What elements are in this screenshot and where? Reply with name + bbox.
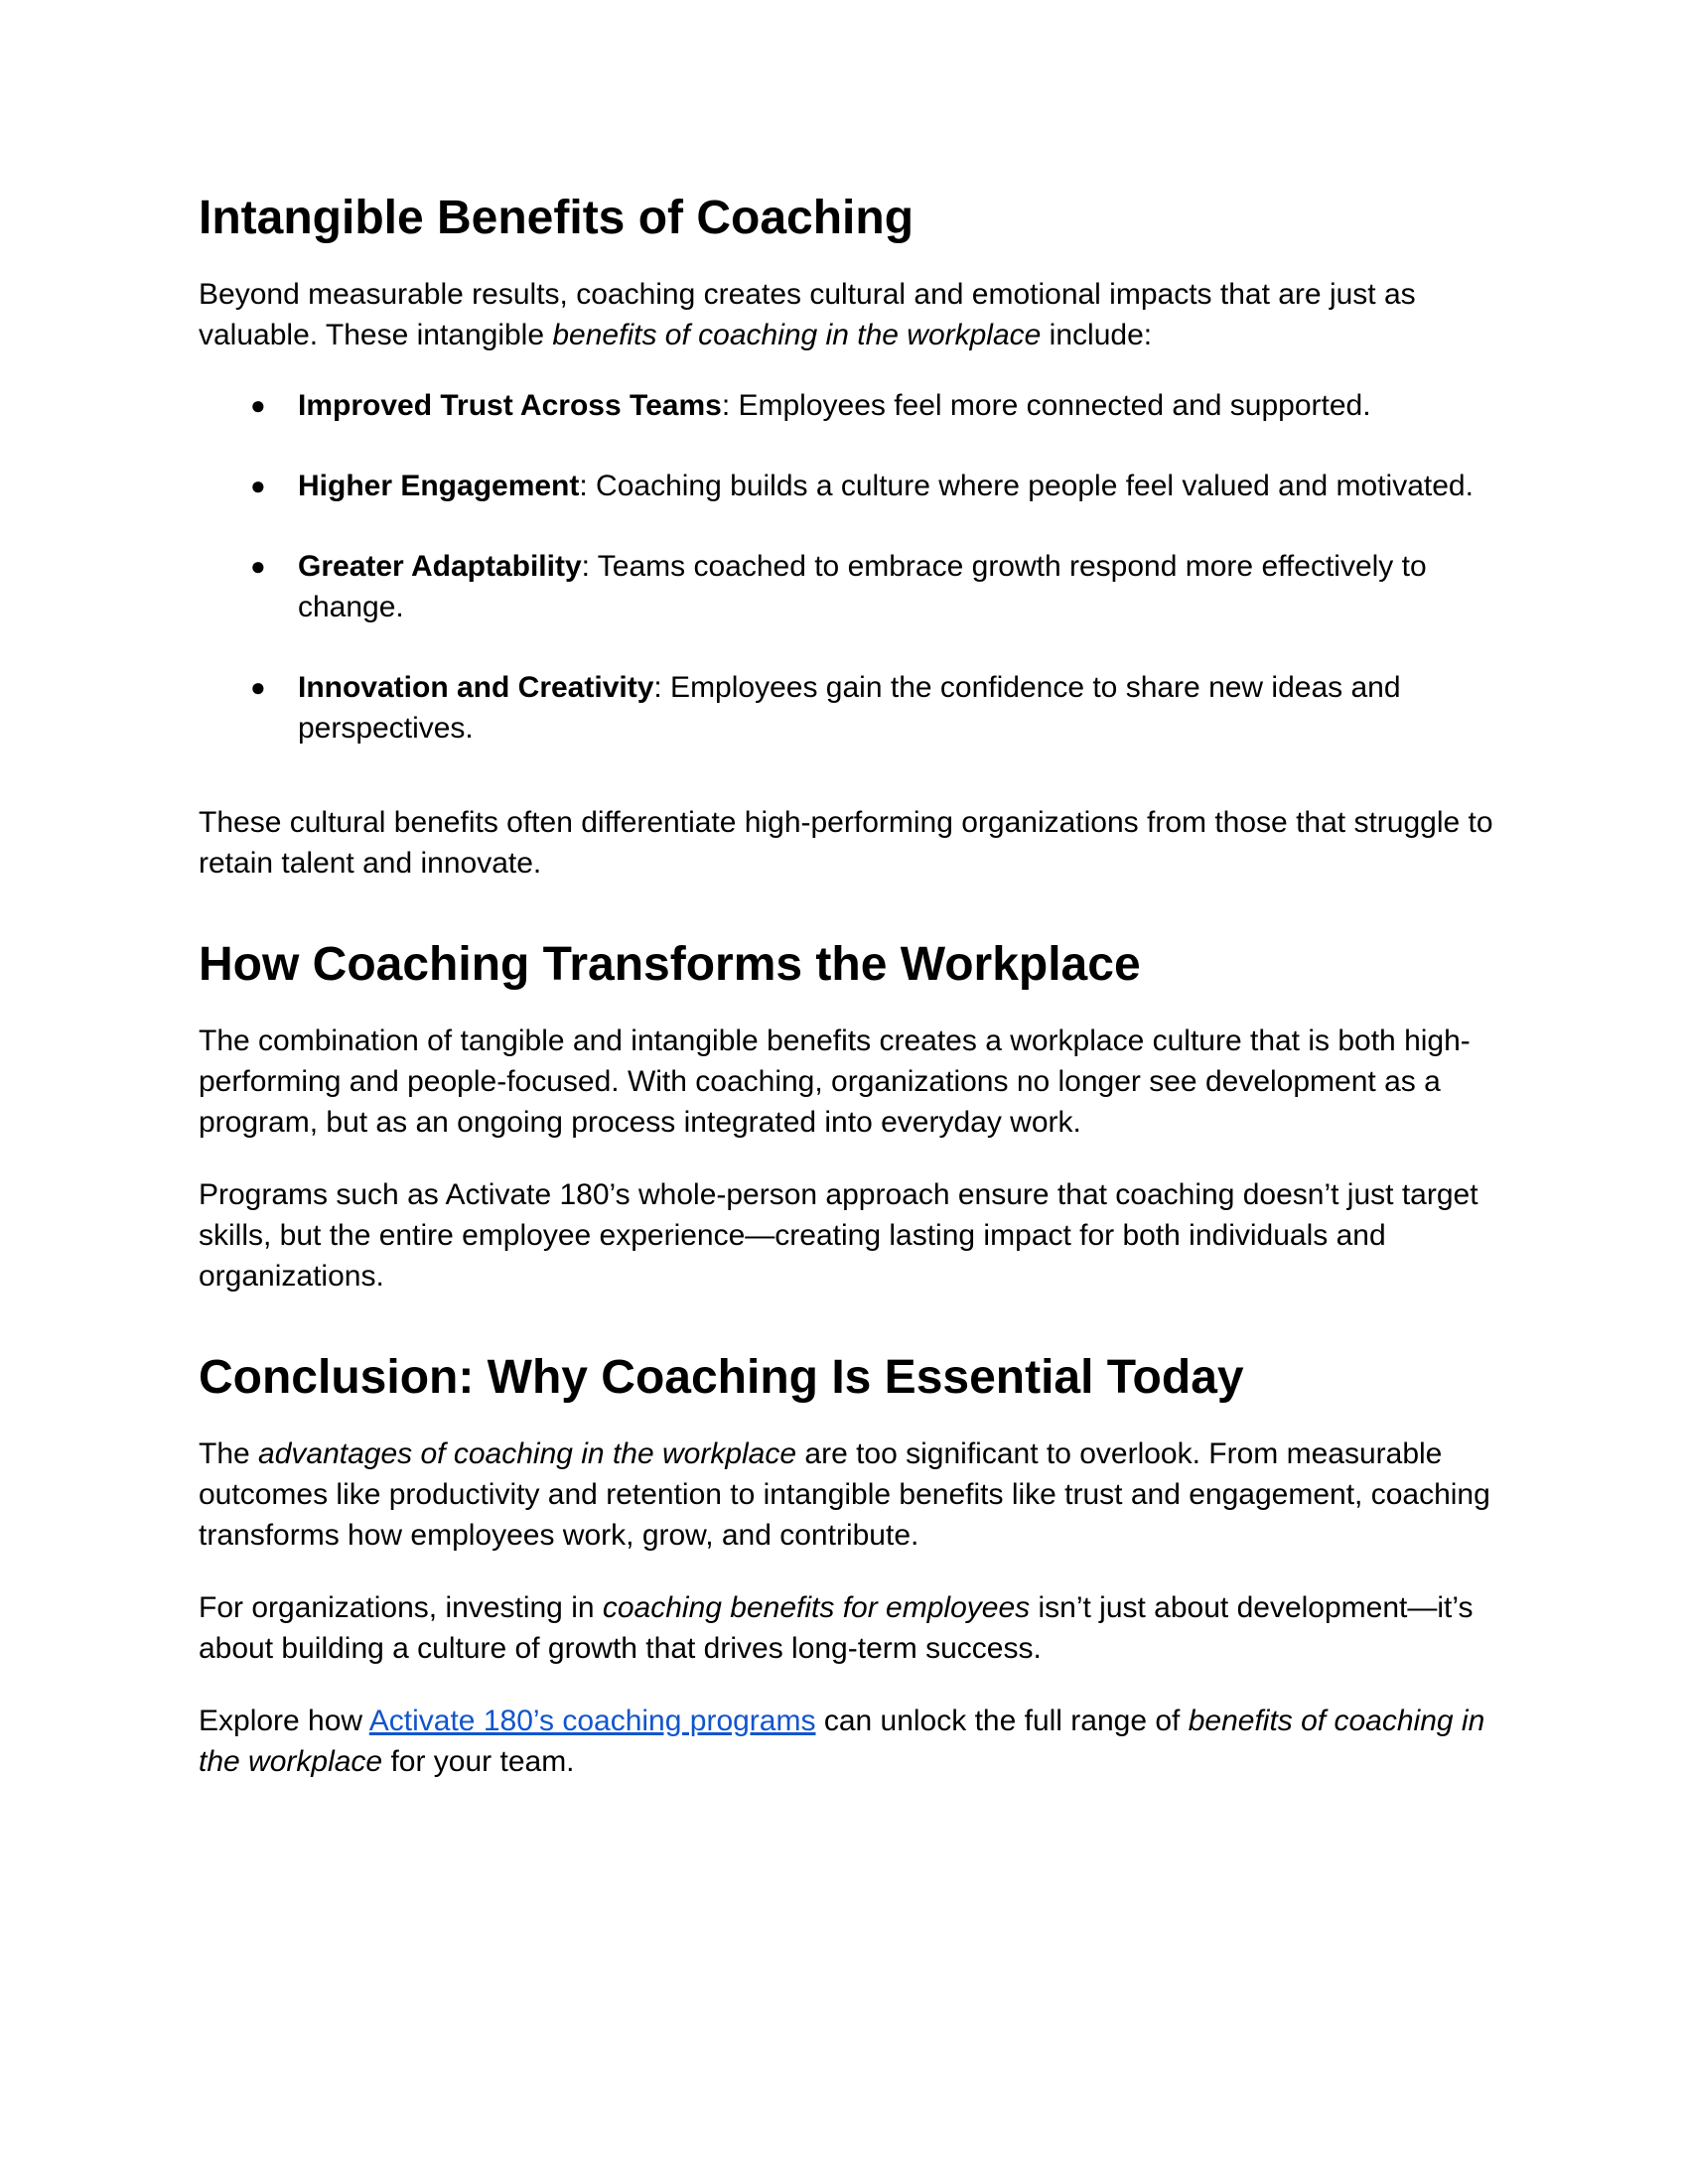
conclusion-p3-italic: benefits of coaching in the workplace bbox=[199, 1705, 1485, 1778]
heading-conclusion: Conclusion: Why Coaching Is Essential Today bbox=[199, 1351, 1244, 1404]
coaching-programs-link[interactable]: Activate 180’s coaching programs bbox=[368, 1705, 816, 1737]
conclusion-paragraph-2 bbox=[199, 1587, 1499, 1669]
document-page bbox=[199, 189, 1499, 1782]
transform-paragraph-1: The combination of tangible and intangible benefits creates a workplace culture that is both high-performing and people-focused. With coaching, organizations no longer see development as a program, but as an ongoing process integrated into everyday work. bbox=[199, 1024, 1471, 1139]
conclusion-p3-before: Explore how bbox=[199, 1705, 369, 1737]
conclusion-p3-after: for your team. bbox=[382, 1745, 575, 1778]
conclusion-p1-italic: advantages of coaching in the workplace bbox=[258, 1437, 797, 1470]
transform-paragraph-2: Programs such as Activate 180’s whole-person approach ensure that coaching doesn’t just target skills, but the entire employee experience—creating lasting impact for both individuals and organizations. bbox=[199, 1178, 1478, 1293]
heading-how-coaching-transforms: How Coaching Transforms the Workplace bbox=[199, 938, 1141, 991]
intro-text-after: include: bbox=[1041, 319, 1153, 351]
list-item bbox=[199, 546, 1499, 627]
intangible-closing-paragraph: These cultural benefits often differentiate high-performing organizations from those that struggle to retain talent and innovate. bbox=[199, 806, 1493, 880]
intro-text-before: Beyond measurable results, coaching creates cultural and emotional impacts that are just as valuable. These intangible bbox=[199, 278, 1416, 351]
list-item-title: Improved Trust Across Teams bbox=[298, 389, 722, 422]
conclusion-paragraph-3 bbox=[199, 1701, 1499, 1782]
list-item bbox=[199, 667, 1499, 749]
list-item-title: Greater Adaptability bbox=[298, 550, 582, 583]
conclusion-paragraph-1 bbox=[199, 1433, 1499, 1556]
conclusion-p2-italic: coaching benefits for employees bbox=[602, 1591, 1031, 1624]
conclusion-p2-after: isn’t just about development—it’s about building a culture of growth that drives long-term success. bbox=[199, 1591, 1474, 1665]
list-item-text: : Employees feel more connected and supported. bbox=[721, 389, 1371, 422]
conclusion-p1-after: are too significant to overlook. From measurable outcomes like productivity and retention to intangible benefits like trust and engagement, coaching transforms how employees work, grow, and contribute. bbox=[199, 1437, 1490, 1552]
intangible-intro-paragraph bbox=[199, 274, 1499, 355]
list-item-text: : Teams coached to embrace growth respond more effectively to change. bbox=[298, 550, 1427, 623]
bullet-icon: ● bbox=[250, 390, 266, 420]
conclusion-p3-middle: can unlock the full range of bbox=[815, 1705, 1189, 1737]
list-item-title: Innovation and Creativity bbox=[298, 671, 654, 704]
list-item bbox=[199, 385, 1499, 426]
bullet-icon: ● bbox=[250, 551, 266, 581]
intro-italic-phrase: benefits of coaching in the workplace bbox=[552, 319, 1042, 351]
heading-intangible-benefits: Intangible Benefits of Coaching bbox=[199, 192, 914, 244]
conclusion-p1-before: The bbox=[199, 1437, 259, 1470]
conclusion-p2-before: For organizations, investing in bbox=[199, 1591, 603, 1624]
list-item-title: Higher Engagement bbox=[298, 470, 580, 502]
intangible-benefits-list bbox=[199, 385, 1499, 749]
list-item-text: : Employees gain the confidence to share new ideas and perspectives. bbox=[298, 671, 1401, 745]
list-item-text: : Coaching builds a culture where people feel valued and motivated. bbox=[579, 470, 1474, 502]
bullet-icon: ● bbox=[250, 672, 266, 702]
list-item bbox=[199, 466, 1499, 506]
bullet-icon: ● bbox=[250, 471, 266, 500]
